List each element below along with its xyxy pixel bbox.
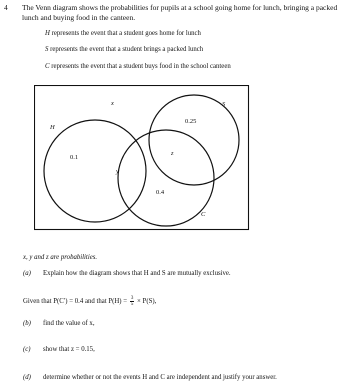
part-d-text: determine whether or not the events H and C are independent and justify your answer. (43, 374, 277, 381)
part-c-label: (c) (23, 346, 31, 353)
label-c: C (201, 211, 206, 218)
question-intro: The Venn diagram shows the probabilities for pupils at a school going home for lunch, bringing a packed lunch and buying food in the canteen. (22, 3, 338, 22)
given-lead: Given that P(C′) = 0.4 and that P(H) = (23, 298, 129, 306)
definition-c (45, 63, 231, 70)
definition-h-text: represents the event that a student goes home for lunch (49, 30, 201, 37)
given-condition (23, 296, 156, 307)
venn-diagram (34, 85, 250, 231)
definition-h-symbol: H (45, 30, 50, 37)
circle-h (44, 120, 146, 222)
part-d-label: (d) (23, 374, 31, 381)
part-a-text: Explain how the diagram shows that H and S are mutually exclusive. (43, 270, 231, 277)
part-b (23, 320, 95, 327)
region-outside: x (111, 100, 114, 107)
definition-c-text: represents the event that a student buys food in the school canteen (49, 63, 231, 70)
label-s: S (222, 101, 226, 108)
definition-h (45, 30, 201, 37)
part-c-text: show that z = 0.15, (43, 346, 95, 353)
definition-s (45, 46, 203, 53)
definition-c-symbol: C (45, 63, 50, 70)
region-h-and-c: y (116, 168, 119, 175)
circle-s (149, 95, 239, 185)
region-s-and-c: z (171, 150, 174, 157)
label-h: H (50, 124, 55, 131)
part-a-label: (a) (23, 270, 31, 277)
part-c (23, 346, 95, 353)
part-b-label: (b) (23, 320, 31, 327)
sample-space-rectangle (35, 86, 249, 230)
probabilities-statement: x, y and z are probabilities. (23, 254, 98, 261)
region-s-only: 0.25 (185, 118, 197, 125)
fraction-denominator: 5 (130, 302, 134, 307)
part-a (23, 270, 231, 277)
circle-c (118, 130, 214, 226)
given-tail: × P(S), (135, 298, 157, 306)
definition-s-text: represents the event that a student brings a packed lunch (48, 46, 204, 53)
part-d (23, 374, 277, 381)
part-b-text: find the value of x, (43, 320, 95, 327)
definition-s-symbol: S (45, 46, 49, 53)
fraction-numerator: 3 (130, 296, 134, 301)
fraction-three-fifths (130, 296, 135, 307)
region-h-only: 0.1 (70, 154, 79, 161)
question-number: 4 (4, 3, 8, 12)
region-c-only: 0.4 (156, 189, 165, 196)
